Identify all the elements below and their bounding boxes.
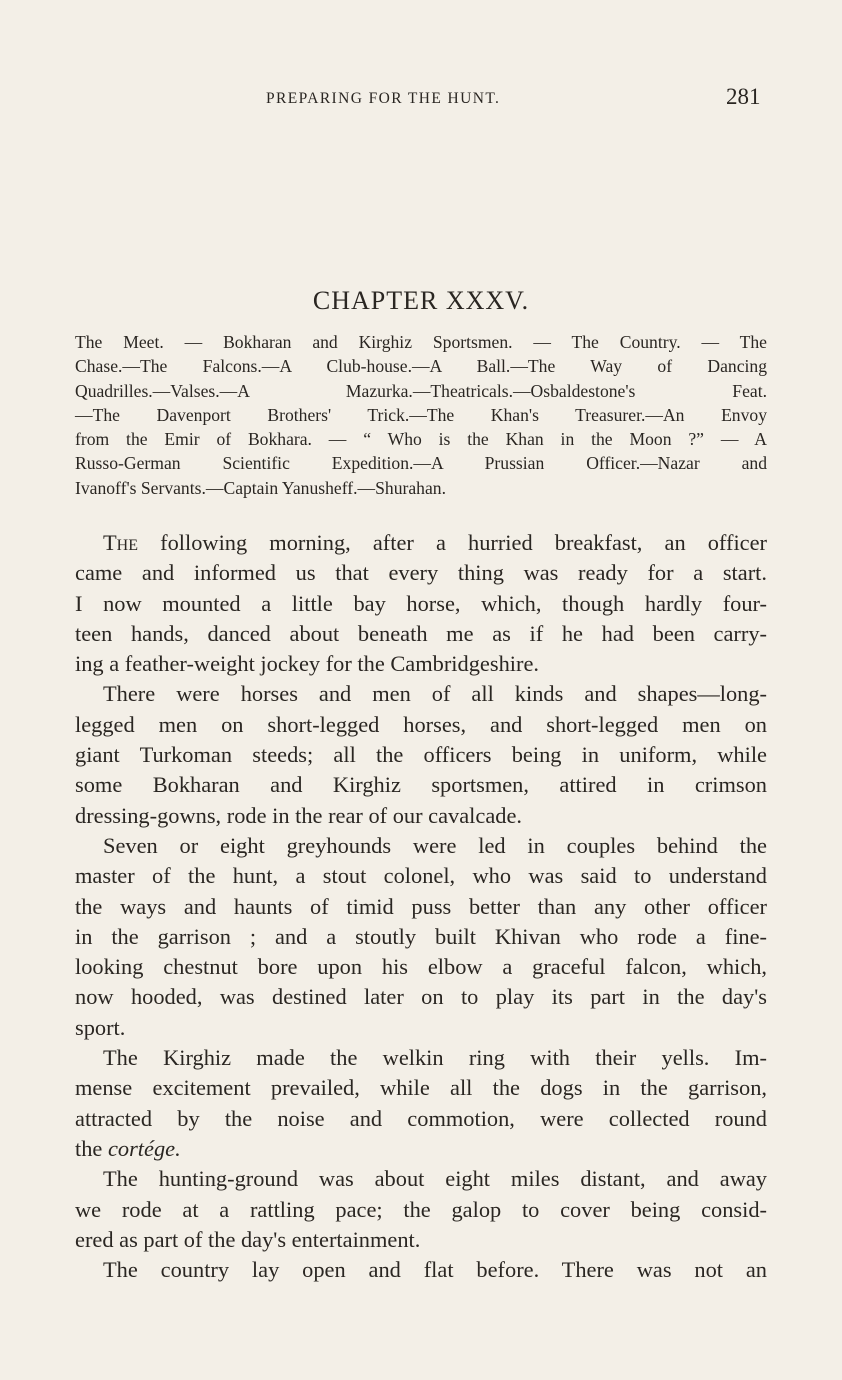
paragraph-1-line <box>75 528 767 558</box>
paragraph-3-line: sport. <box>75 1014 126 1040</box>
paragraph-2-line: There were horses and men of all kinds and shapes—long- <box>103 681 767 707</box>
chapter-synopsis <box>75 330 767 500</box>
paragraph-4-line: attracted by the noise and commotion, were collected round <box>75 1105 767 1131</box>
synopsis-line: Quadrilles.—Valses.—A Mazurka.—Theatricals.—Osbaldestone's Feat. <box>75 380 767 401</box>
paragraph-1-line: I now mounted a little bay horse, which, though hardly four- <box>75 590 767 616</box>
paragraph-4-line: mense excitement prevailed, while all the dogs in the garrison, <box>75 1075 767 1101</box>
line-text: the <box>75 1135 108 1161</box>
paragraph-4-line <box>75 1134 767 1164</box>
synopsis-line: The Meet. — Bokharan and Kirghiz Sportsmen. — The Country. — The <box>75 332 767 352</box>
paragraph-4-line: The Kirghiz made the welkin ring with their yells. Im- <box>103 1045 767 1071</box>
paragraph-3-line: Seven or eight greyhounds were led in couples behind the <box>103 832 767 858</box>
synopsis-line: —The Davenport Brothers' Trick.—The Khan's Treasurer.—An Envoy <box>75 404 767 425</box>
paragraph-2-line: dressing-gowns, rode in the rear of our cavalcade. <box>75 802 523 828</box>
paragraph-5-line: ered as part of the day's entertainment. <box>75 1226 421 1252</box>
page-number: 281 <box>726 84 761 109</box>
synopsis-line: Chase.—The Falcons.—A Club-house.—A Ball.—The Way of Dancing <box>75 356 767 377</box>
synopsis-line: Russo-German Scientific Expedition.—A Prussian Officer.—Nazar and <box>75 453 767 474</box>
paragraph-2-line: giant Turkoman steeds; all the officers being in uniform, while <box>75 742 767 768</box>
paragraph-3-line: now hooded, was destined later on to play its part in the day's <box>75 984 767 1010</box>
chapter-title: CHAPTER XXXV. <box>312 286 530 315</box>
synopsis-line: from the Emir of Bokhara. — “ Who is the Khan in the Moon ?” — A <box>75 429 767 450</box>
paragraph-2-line: legged men on short-legged horses, and short-legged men on <box>75 711 767 737</box>
running-head <box>0 84 842 114</box>
paragraph-5-line: we rode at a rattling pace; the galop to cover being consid- <box>75 1196 767 1222</box>
line-text: following morning, after a hurried breakfast, an officer <box>138 530 767 555</box>
paragraph-6-line: The country lay open and flat before. There was not an <box>103 1257 767 1283</box>
running-head-title: PREPARING FOR THE HUNT. <box>266 90 501 107</box>
paragraph-1-line: came and informed us that every thing was ready for a start. <box>75 560 767 586</box>
paragraph-3-line: master of the hunt, a stout colonel, who was said to understand <box>75 863 767 889</box>
paragraph-3-line: in the garrison ; and a stoutly built Khivan who rode a fine- <box>75 923 767 949</box>
paragraph-3-line: the ways and haunts of timid puss better than any other officer <box>75 893 767 919</box>
italic-word: cortége. <box>107 1135 181 1161</box>
paragraph-3-line: looking chestnut bore upon his elbow a graceful falcon, which, <box>75 954 767 980</box>
paragraph-5-line: The hunting-ground was about eight miles distant, and away <box>103 1166 767 1192</box>
paragraph-1-line: ing a feather-weight jockey for the Cambridgeshire. <box>75 651 539 677</box>
paragraph-2-line: some Bokharan and Kirghiz sportsmen, attired in crimson <box>75 772 767 798</box>
paragraph-1-line: teen hands, danced about beneath me as if he had been carry- <box>75 620 767 646</box>
drop-word: The <box>103 530 139 555</box>
body-text <box>75 528 767 1285</box>
synopsis-line: Ivanoff's Servants.—Captain Yanusheff.—Shurahan. <box>75 477 446 498</box>
